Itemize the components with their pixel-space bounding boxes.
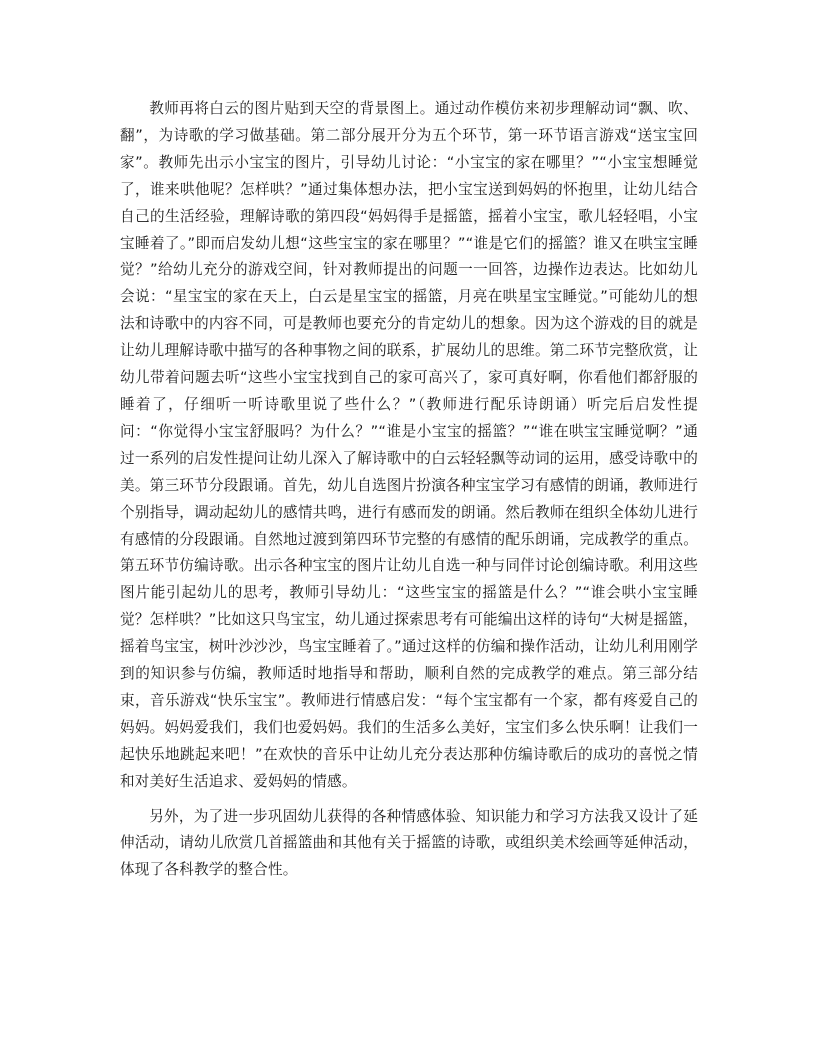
paragraph-extension-activity: 另外，为了进一步巩固幼儿获得的各种情感体验、知识能力和学习方法我又设计了延伸活动，请幼儿欣赏几首摇篮曲和其他有关于摇篮的诗歌，或组织美术绘画等延伸活动，体现了各科教学的整合性。 (120, 807, 698, 879)
paragraph-teaching-process: 教师再将白云的图片贴到天空的背景图上。通过动作模仿来初步理解动词“飘、吹、翻”，为诗歌的学习做基础。第二部分展开分为五个环节，第一环节语言游戏“送宝宝回家”。教师先出示小宝宝的图片，引导幼儿讨论：“小宝宝的家在哪里？”“小宝宝想睡觉了，谁来哄他呢？怎样哄？”通过集体想办法，把小宝宝送到妈妈的怀抱里，让幼儿结合自己的生活经验，理解诗歌的第四段“妈妈得手是摇篮，摇着小宝宝，歌儿轻轻唱，小宝宝睡着了。”即而启发幼儿想“这些宝宝的家在哪里？”“谁是它们的摇篮？谁又在哄宝宝睡觉？”给幼儿充分的游戏空间，针对教师提出的问题一一回答，边操作边表达。比如幼儿会说：“星宝宝的家在天上，白云是星宝宝的摇篮，月亮在哄星宝宝睡觉。”可能幼儿的想法和诗歌中的内容不同，可是教师也要充分的肯定幼儿的想象。因为这个游戏的目的就是让幼儿理解诗歌中描写的各种事物之间的联系，扩展幼儿的思维。第二环节完整欣赏，让幼儿带着问题去听“这些小宝宝找到自己的家可高兴了，家可真好啊，你看他们都舒服的睡着了，仔细听一听诗歌里说了些什么？”（教师进行配乐诗朗诵）听完后启发性提问：“你觉得小宝宝舒服吗？为什么？”“谁是小宝宝的摇篮？”“谁在哄宝宝睡觉啊？”通过一系列的启发性提问让幼儿深入了解诗歌中的白云轻轻飘等动词的运用，感受诗歌中的美。第三环节分段跟诵。首先，幼儿自选图片扮演各种宝宝学习有感情的朗诵，教师进行个别指导，调动起幼儿的感情共鸣，进行有感而发的朗诵。然后教师在组织全体幼儿进行有感情的分段跟诵。自然地过渡到第四环节完整的有感情的配乐朗诵，完成教学的重点。第五环节仿编诗歌。出示各种宝宝的图片让幼儿自选一种与同伴讨论创编诗歌。利用这些图片能引起幼儿的思考，教师引导幼儿：“这些宝宝的摇篮是什么？”“谁会哄小宝宝睡觉？怎样哄？”比如这只鸟宝宝，幼儿通过探索思考有可能编出这样的诗句“大树是摇篮，摇着鸟宝宝，树叶沙沙沙，鸟宝宝睡着了。”通过这样的仿编和操作活动，让幼儿利用刚学到的知识参与仿编，教师适时地指导和帮助，顺利自然的完成教学的难点。第三部分结束，音乐游戏“快乐宝宝”。教师进行情感启发：“每个宝宝都有一个家，都有疼爱自己的妈妈。妈妈爱我们，我们也爱妈妈。我们的生活多么美好，宝宝们多么快乐啊！让我们一起快乐地跳起来吧！”在欢快的音乐中让幼儿充分表达那种仿编诗歌后的成功的喜悦之情和对美好生活追求、爱妈妈的情感。 (120, 100, 698, 790)
document-body (120, 96, 698, 884)
